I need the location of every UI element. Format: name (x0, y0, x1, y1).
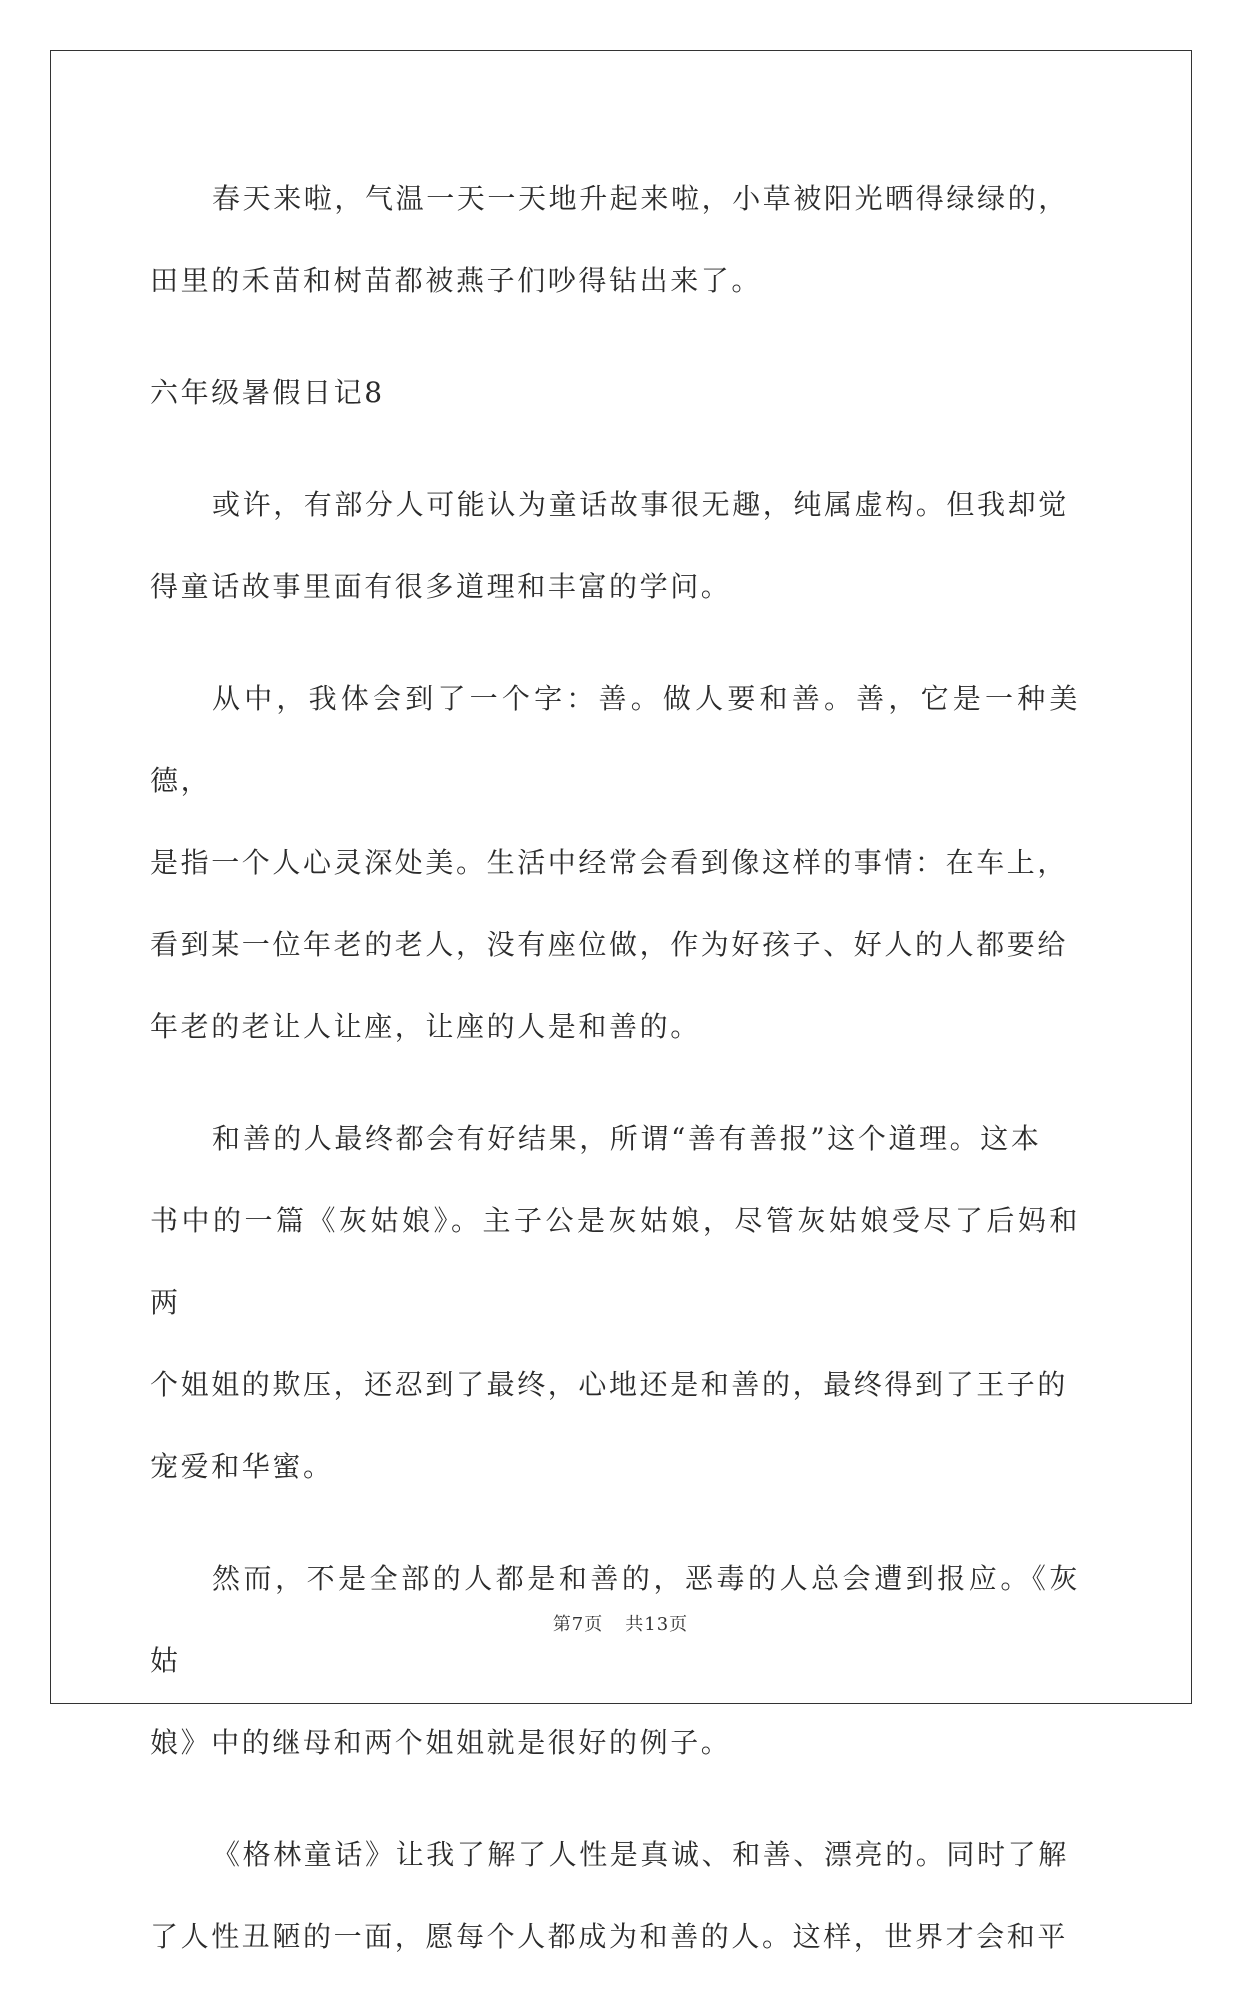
text-line: 娘》中的继母和两个姐姐就是很好的例子。 (150, 1726, 732, 1759)
text-line: 看到某一位年老的老人，没有座位做，作为好孩子、好人的人都要给 (150, 928, 1069, 961)
paragraph (150, 464, 1080, 628)
section-heading: 六年级暑假日记8 (150, 376, 385, 409)
text-line: 从中，我体会到了一个字：善。做人要和善。善，它是一种美德， (150, 682, 1080, 797)
paragraph (150, 158, 1080, 322)
paragraph (150, 1814, 1080, 1978)
text-line: 春天来啦，气温一天一天地升起来啦，小草被阳光晒得绿绿的， (212, 182, 1069, 215)
text-line: 年老的老让人让座，让座的人是和善的。 (150, 1010, 701, 1043)
page-footer (0, 1610, 1241, 1636)
text-line: 是指一个人心灵深处美。生活中经常会看到像这样的事情：在车上， (150, 846, 1069, 879)
document-body (150, 158, 1080, 2008)
text-line: 和善的人最终都会有好结果，所谓“善有善报”这个道理。这本 (212, 1122, 1042, 1155)
text-line: 田里的禾苗和树苗都被燕子们吵得钻出来了。 (150, 264, 763, 297)
text-line: 或许，有部分人可能认为童话故事很无趣，纯属虚构。但我却觉 (212, 488, 1069, 521)
page-total: 共13页 (625, 1614, 689, 1635)
text-line: 宠爱和华蜜。 (150, 1450, 334, 1483)
text-line: 了人性丑陋的一面，愿每个人都成为和善的人。这样，世界才会和平 (150, 1920, 1069, 1953)
page-number: 第7页 (552, 1614, 604, 1635)
text-line: 得童话故事里面有很多道理和丰富的学问。 (150, 570, 732, 603)
paragraph (150, 658, 1080, 1068)
paragraph (150, 1538, 1080, 1784)
text-line: 书中的一篇《灰姑娘》。主子公是灰姑娘，尽管灰姑娘受尽了后妈和两 (150, 1204, 1080, 1319)
text-line: 《格林童话》让我了解了人性是真诚、和善、漂亮的。同时了解 (212, 1838, 1069, 1871)
text-line: 然而，不是全部的人都是和善的，恶毒的人总会遭到报应。《灰姑 (150, 1562, 1080, 1677)
text-line: 个姐姐的欺压，还忍到了最终，心地还是和善的，最终得到了王子的 (150, 1368, 1069, 1401)
paragraph (150, 1098, 1080, 1508)
